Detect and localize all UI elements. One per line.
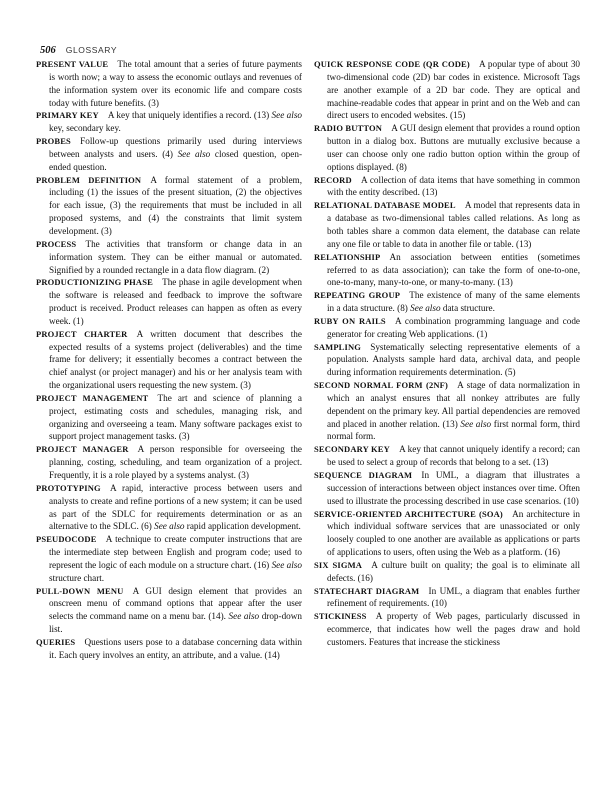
glossary-term: PROBES	[36, 136, 71, 147]
glossary-definition: A rapid, interactive process between users and analysts to create and refine portions of a new system; it can be used as part of the SDLC for requirements determination or as an alternative to the SDLC. (6)	[49, 482, 302, 532]
glossary-term: RELATIONSHIP	[314, 251, 381, 262]
glossary-term: RELATIONAL DATABASE MODEL	[314, 200, 456, 211]
glossary-definition: A GUI design element that provides a round option button in a dialog box. Buttons are mutually exclusive because a user can choose only one radio button option within the group of options displayed. (8)	[327, 123, 580, 172]
glossary-term: PRIMARY KEY	[36, 110, 99, 121]
glossary-entry	[314, 58, 580, 122]
glossary-entry	[314, 559, 580, 585]
glossary-entry	[314, 341, 580, 380]
glossary-definition: A person responsible for overseeing the planning, costing, scheduling, and team organization of a project. Frequently, it is a role played by a systems analyst. (3)	[49, 444, 303, 480]
glossary-entry	[36, 328, 302, 392]
glossary-entry	[36, 482, 302, 533]
see-also-reference: first normal form, third normal form.	[327, 418, 580, 442]
glossary-definition: In UML, a diagram that enables further refinement of requirements. (10)	[327, 585, 580, 609]
glossary-term: SECOND NORMAL FORM (2NF)	[314, 380, 448, 391]
glossary-entry	[314, 315, 580, 341]
glossary-definition: The phase in agile development when the software is released and feedback to improve the software product is received. Product releases can happen as often as every week. (1)	[49, 277, 302, 326]
see-also-label: See also	[460, 418, 492, 429]
glossary-term: PROJECT CHARTER	[36, 328, 128, 339]
see-also-label: See also	[410, 303, 441, 314]
glossary-entry	[314, 585, 580, 611]
glossary-term: PROBLEM DEFINITION	[36, 174, 142, 185]
glossary-entry	[36, 135, 302, 174]
glossary-term: PSEUDOCODE	[36, 534, 97, 545]
glossary-definition: A key that cannot uniquely identify a record; can be used to select a group of records that belong to a set. (13)	[327, 444, 580, 468]
glossary-definition: The existence of many of the same elements in a data structure. (8)	[327, 290, 580, 314]
glossary-term: PROTOTYPING	[36, 482, 101, 493]
see-also-reference: structure chart.	[49, 572, 105, 583]
glossary-definition: An architecture in which individual software services that are unassociated or only loosely coupled to one another are available as applications or parts of applications to users, often using the Web as a platform. (16)	[327, 508, 580, 558]
glossary-definition: Follow-up questions primarily used during interviews between analysts and users. (4)	[49, 136, 302, 159]
glossary-entry	[314, 122, 580, 173]
glossary-entry	[36, 58, 302, 109]
see-also-reference: key, secondary key.	[49, 123, 121, 134]
glossary-entry	[314, 199, 580, 250]
glossary-definition: Questions users pose to a database concerning data within it. Each query involves an entity, an attribute, and a value. (14)	[49, 636, 302, 660]
see-also-reference: rapid application development.	[186, 521, 301, 532]
glossary-definition: A combination programming language and code generator for creating Web applications. (1)	[327, 315, 580, 339]
glossary-entry	[314, 443, 580, 469]
glossary-entry	[36, 636, 302, 662]
page-number: 506	[40, 45, 56, 56]
glossary-definition: The art and science of planning a project, estimating costs and schedules, managing risk, and organizing and overseeing a team. Many software packages exist to support project management tasks. (3)	[49, 392, 303, 442]
glossary-definition: A GUI design element that provides an onscreen menu of command options that appear after the user selects the command name on a menu bar. (14).	[49, 585, 302, 622]
glossary-entry	[36, 533, 302, 584]
running-head	[40, 40, 117, 58]
see-also-reference: data structure.	[442, 303, 495, 314]
glossary-entry	[36, 174, 302, 238]
glossary-entry	[314, 251, 580, 290]
glossary-term: PROJECT MANAGER	[36, 444, 129, 455]
glossary-entry	[36, 276, 302, 327]
glossary-entry	[36, 392, 302, 443]
glossary-term: STATECHART DIAGRAM	[314, 585, 420, 596]
glossary-column-right	[314, 58, 580, 649]
glossary-term: SEQUENCE DIAGRAM	[314, 470, 413, 480]
glossary-term: REPEATING GROUP	[314, 290, 401, 301]
glossary-term: SECONDARY KEY	[314, 444, 390, 455]
glossary-definition: A key that uniquely identifies a record. (13)	[107, 110, 270, 121]
glossary-definition: A collection of data items that have something in common with the entity described. (13)	[327, 174, 580, 198]
see-also-label: See also	[271, 110, 302, 121]
glossary-definition: A model that represents data in a database as two-dimensional tables called relations. As long as both tables share a common data element, the database can relate any one file or table to data in another file or table. (13)	[327, 200, 580, 249]
glossary-definition: A culture built on quality; the goal is to eliminate all defects. (16)	[327, 559, 580, 583]
see-also-label: See also	[228, 611, 260, 622]
glossary-term: PROCESS	[36, 238, 77, 249]
glossary-term: PULL-DOWN MENU	[36, 585, 124, 596]
glossary-term: SIX SIGMA	[314, 559, 363, 570]
see-also-label: See also	[154, 521, 185, 532]
glossary-definition: Systematically selecting representative elements of a population. Analysts sample hard data, archival data, and people during information requirements determination. (5)	[327, 341, 580, 378]
glossary-term: QUERIES	[36, 636, 76, 647]
glossary-term: PROJECT MANAGEMENT	[36, 392, 149, 403]
glossary-definition: The activities that transform or change data in an information system. They can be either manual or automated. Signified by a rounded rectangle in a data flow diagram. (2)	[49, 238, 302, 275]
glossary-definition: A stage of data normalization in which an analyst ensures that all nonkey attributes are fully dependent on the primary key. All partial dependencies are removed and placed in another relation. (13)	[327, 380, 580, 429]
glossary-entry	[36, 109, 302, 135]
glossary-definition: An association between entities (sometimes referred to as data association); can take the form of one-to-one, one-to-many, many-to-one, or many-to-many. (13)	[327, 251, 580, 288]
glossary-term: STICKINESS	[314, 611, 367, 622]
glossary-entry	[36, 238, 302, 277]
glossary-entry	[36, 585, 302, 636]
glossary-definition: The total amount that a series of future payments is worth now; a way to assess the economic outlays and revenues of the information system over its economic life and compare costs today with future benefits. (3)	[49, 59, 302, 108]
glossary-term: QUICK RESPONSE CODE (QR CODE)	[314, 59, 470, 69]
see-also-label: See also	[271, 559, 302, 570]
glossary-entry	[314, 508, 580, 559]
glossary-definition: A property of Web pages, particularly discussed in ecommerce, that indicates how well the pages draw and hold customers. Features that increase the stickiness	[327, 611, 580, 647]
glossary-entry	[314, 469, 580, 508]
section-title: GLOSSARY	[65, 45, 118, 55]
glossary-term: RADIO BUTTON	[314, 123, 383, 134]
glossary-definition: A written document that describes the expected results of a systems project (deliverables) and the time frame for delivery; it essentially becomes a contract between the chief analyst (or project manager) and his or her analysis team with the organizational users requesting the new system. (3)	[49, 328, 302, 391]
glossary-definition: A formal statement of a problem, including (1) the issues of the present situation, (2) the objectives for each issue, (3) the requirements that must be included in all proposed systems, and (4) the constraints that limit system development. (3)	[49, 174, 302, 236]
see-also-reference: closed question, open-ended question.	[49, 148, 302, 172]
glossary-term: SAMPLING	[314, 341, 362, 352]
glossary-term: SERVICE-ORIENTED ARCHITECTURE (SOA)	[314, 508, 503, 519]
glossary-entry	[314, 289, 580, 315]
see-also-reference: drop-down list.	[49, 611, 303, 635]
glossary-entry	[314, 610, 580, 649]
glossary-term: RECORD	[314, 174, 352, 185]
glossary-definition: A technique to create computer instructions that are the intermediate step between English and program code; used to represent the logic of each module on a structure chart. (16)	[49, 534, 302, 570]
glossary-column-left	[36, 58, 302, 662]
glossary-term: PRODUCTIONIZING PHASE	[36, 277, 153, 288]
glossary-entry	[314, 379, 580, 443]
glossary-term: RUBY ON RAILS	[314, 315, 386, 326]
glossary-definition: A popular type of about 30 two-dimensional code (2D) bar codes in existence. Microsoft Tags are another example of a 2D bar code. They are optical and machine-readable codes that appear in print and on the Web and can direct users to encoded websites. (15)	[327, 59, 581, 121]
glossary-entry	[36, 443, 302, 482]
glossary-definition: In UML, a diagram that illustrates a succession of interactions between object instances over time. Often used to illustrate the processing described in use case scenarios. (10)	[327, 470, 580, 506]
glossary-entry	[314, 174, 580, 200]
glossary-term: PRESENT VALUE	[36, 59, 109, 69]
see-also-label: See also	[177, 148, 211, 159]
